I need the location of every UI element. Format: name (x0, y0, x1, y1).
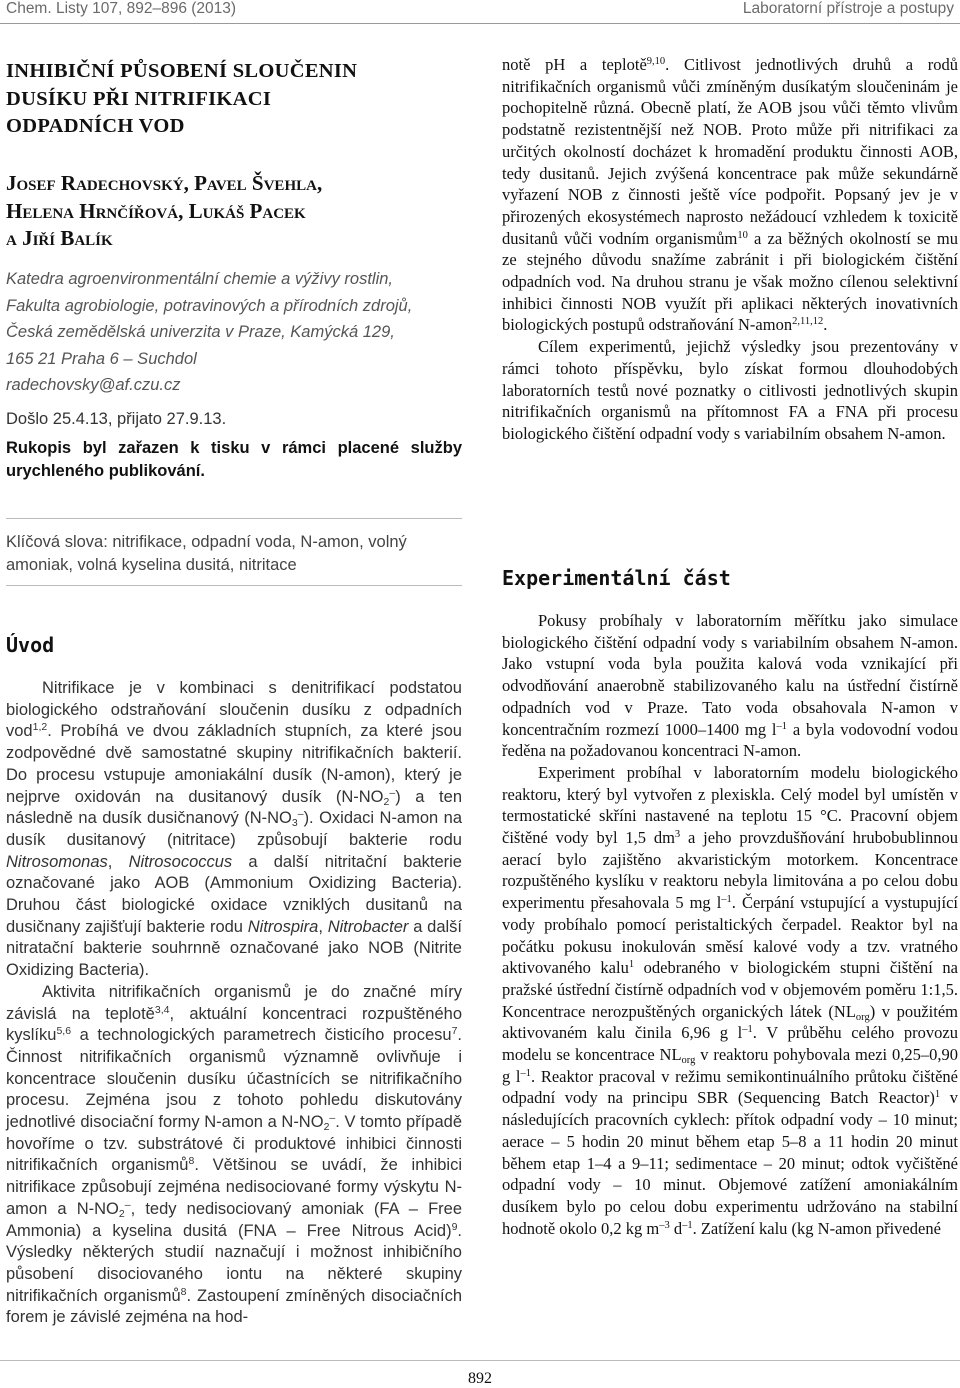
section-heading-experimental: Experimentální část (502, 566, 731, 590)
email-link[interactable]: radechovsky@af.czu.cz (6, 376, 181, 394)
section-name: Laboratorní přístroje a postupy (742, 0, 954, 17)
keywords-rule-top (6, 518, 462, 519)
keywords-rule-bottom (6, 585, 462, 586)
intro-paragraph: Cílem experimentů, jejichž výsledky jsou prezentovány v rámci tohoto příspěvku, bylo získat formou dlouhodobých laboratorních testů nové poznatky o citlivosti jednotlivých skupin nitrifikačních organismů na přítomnost FA a FNA při procesu biologického čištění odpadní vody s variabilním obsahem N-amon. (502, 337, 958, 443)
keywords: Klíčová slova: nitrifikace, odpadní voda, N-amon, volný amoniak, volná kyselina dusitá, nitritace (6, 533, 407, 574)
author-list (6, 170, 462, 253)
section-heading-intro: Úvod (6, 633, 55, 657)
intro-paragraph: Aktivita nitrifikačních organismů je do značné míry závislá na teplotě$^{3,4}$, aktuální koncentraci rozpuštěného kyslíku$^{5,6}$ a technologických parametrech čisticího procesu$^7$. Činnost nitrifikačních organismů významně ovlivňuje i koncentrace sloučenin dusíku účastnících se nitrifikačního procesu. Zejména jsou z tohoto pohledu diskutovány jednotlivé disociační formy N-amon a $N-NO_2^-$. V tomto případě hovoříme o tzv. substrátové či produktové inhibici činnosti nitrifikačních organismů$^8$. Většinou se uvádí, že inhibici nitrifikace způsobují zejména nedisociované formy výskytu N-amon a $N-NO_2^-$, tedy nedisociovaný amoniak (FA – Free Ammonia) a kyselina dusitá (FNA – Free Nitrous Acid)$^9$. Výsledky některých studií naznačují i možnost inhibičního působení disociovaného iontu na některé skupiny nitrifikačních organismů$^8$. Zastoupení zmíněných disociačních forem je závislé zejména na hod- (6, 982, 463, 1327)
experimental-paragraph: Experiment probíhal v laboratorním modelu biologického reaktoru, který byl vytvořen z plexiskla. Celý model byl umístěn v termostatické skříni nastavené na teplotu 15 °C. Pracovní objem čištěné vody byl 1,5 $dm^3$ a jeho provzdušňování hrubobublinnou aerací bylo zajištěno akvaristickým motorkem. Koncentrace rozpuštěného kyslíku v reaktoru nebyla limitována a po celou dobu experimentu přesahovala 5 mg $l^{-1}$. Čerpání vstupující a vystupující vody probíhalo pomocí peristaltických čerpadel. Reaktor byl na počátku pokusu inokulován směsí kalové vody a tzv. vratného aktivovaného kalu$^1$ odebraného v biologickém stupni čištění na pražské ústřední čistírně odpadních vod v objemovém poměru 1:1,5. Koncentrace nerozpuštěných organických látek $(NL_{org})$ v použitém aktivovaném kalu činila 6,96 g $l^{-1}$. V průběhu celého provozu modelu se koncentrace $NL_{org}$ v reaktoru pohybovala mezi 0,25–0,90 g $l^{-1}$. Reaktor pracoval v režimu semikontinuálního průtoku čištěné odpadní vody na principu SBR (Sequencing Batch Reactor)$^1$ v následujících pracovních cyklech: přítok odpadní vody – 10 minut; aerace – 5 hodin 20 minut během etap 5–8 a 11 hodin 20 minut během etap 1–4 a 9–11; sedimentace – 20 minut; odtok vyčištěné odpadní vody – 10 minut. Objemové zatížení amoniakálním dusíkem bylo po celou dobu experimentu udržováno na stabilní hodnotě okolo 0,2 kg $m^{-3}$ $d^{-1}$. Zatížení kalu (kg N-amon přivedené (502, 762, 959, 1238)
intro-text-continued (502, 54, 958, 445)
author-line: Josef Radechovský, Pavel Švehla, (6, 171, 323, 195)
title-line: DUSÍKU PŘI NITRIFIKACI (6, 87, 272, 110)
title-line: INHIBIČNÍ PŮSOBENÍ SLOUČENIN (6, 60, 358, 82)
affiliation-line: Katedra agroenvironmentální chemie a výživy rostlin, (6, 270, 394, 288)
publication-note: Rukopis byl zařazen k tisku v rámci placené služby urychleného publikování. (6, 439, 462, 480)
affiliation (6, 266, 462, 399)
affiliation-line: 165 21 Praha 6 – Suchdol (6, 349, 197, 368)
intro-text (6, 678, 462, 1329)
affiliation-line: Česká zemědělská univerzita v Praze, Kamýcká 129, (6, 323, 395, 341)
header-rule (0, 23, 960, 24)
author-line: a Jiří Balík (6, 226, 113, 250)
footer-rule (0, 1360, 960, 1361)
affiliation-line: Fakulta agrobiologie, potravinových a přírodních zdrojů, (6, 296, 413, 315)
page-number: 892 (468, 1370, 492, 1387)
experimental-paragraph: Pokusy probíhaly v laboratorním měřítku jako simulace biologického čištění odpadní vody s variabilním obsahem N-amon. Jako vstupní voda byla použita kalová voda vznikající při odvodňování anaerobně stabilizovaného kalu na ústřední čistírně odpadních vod v Praze. Tato voda obsahovala N-amon v koncentračním rozmezí 1000–1400 mg $l^{-1}$ a byla vodovodní vodou ředěna na požadovanou koncentraci N-amon. (502, 611, 958, 761)
received-dates: Došlo 25.4.13, přijato 27.9.13. (6, 410, 227, 428)
title-line: ODPADNÍCH VOD (6, 115, 185, 137)
journal-citation: Chem. Listy 107, 892–896 (2013) (6, 0, 237, 17)
intro-paragraph: notě pH a teplotě$^{9,10}$. Citlivost jednotlivých druhů a rodů nitrifikačních organismů vůči zmíněným dusíkatým sloučeninám je pochopitelně různá. Obecně platí, že AOB jsou vůči těmto vlivům podstatně rezistentnější než NOB. Proto může při nitrifikaci za určitých okolností docházet k hromadění produktu činnosti AOB, tedy dusitanů. Jejich zvýšená koncentrace pak může sekundárně vyřazení NOB z činnosti ještě více podpořit. Popsaný jev je v přirozených ekosystémech naprosto nežádoucí vzhledem k toxicitě dusitanů vůči vodním organismům$^{10}$ a za běžných okolností se mu ze stejného důvodu snažíme zabránit i při biologickém čištění odpadních vod. Na druhou stranu je však možno cílenou selektivní inhibici činnosti NOB využít při aplikaci některých inovativních biologických postupů odstraňování N-amon$^{2,11,12}$. (502, 55, 959, 335)
author-line: Helena Hrnčířová, Lukáš Pacek (6, 198, 306, 223)
article-title (6, 58, 462, 141)
intro-paragraph: Nitrifikace je v kombinaci s denitrifikací podstatou biologického odstraňování sloučenin dusíku z odpadních vod$^{1,2}$. Probíhá ve dvou základních stupních, za které jsou zodpovědné dvě samostatné skupiny nitrifikačních bakterií. Do procesu vstupuje amoniakální dusík (N-amon), který je nejprve oxidován na dusitanový dusík $(N-NO_2^-)$ a ten následně na dusík dusičnanový $(N-NO_3^-)$. Oxidaci N-amon na dusík dusitanový (nitritace) způsobují bakterie rodu Nitrosomonas, Nitrosococcus a další nitritační bakterie označované jako AOB (Ammonium Oxidizing Bacteria). Druhou část biologické oxidace vzniklých dusitanů na dusičnany zajišťují bakterie rodu Nitrospira, Nitrobacter a další nitratační bakterie souhrnně označované jako NOB (Nitrite Oxidizing Bacteria). (6, 679, 462, 980)
experimental-text (502, 610, 958, 1239)
